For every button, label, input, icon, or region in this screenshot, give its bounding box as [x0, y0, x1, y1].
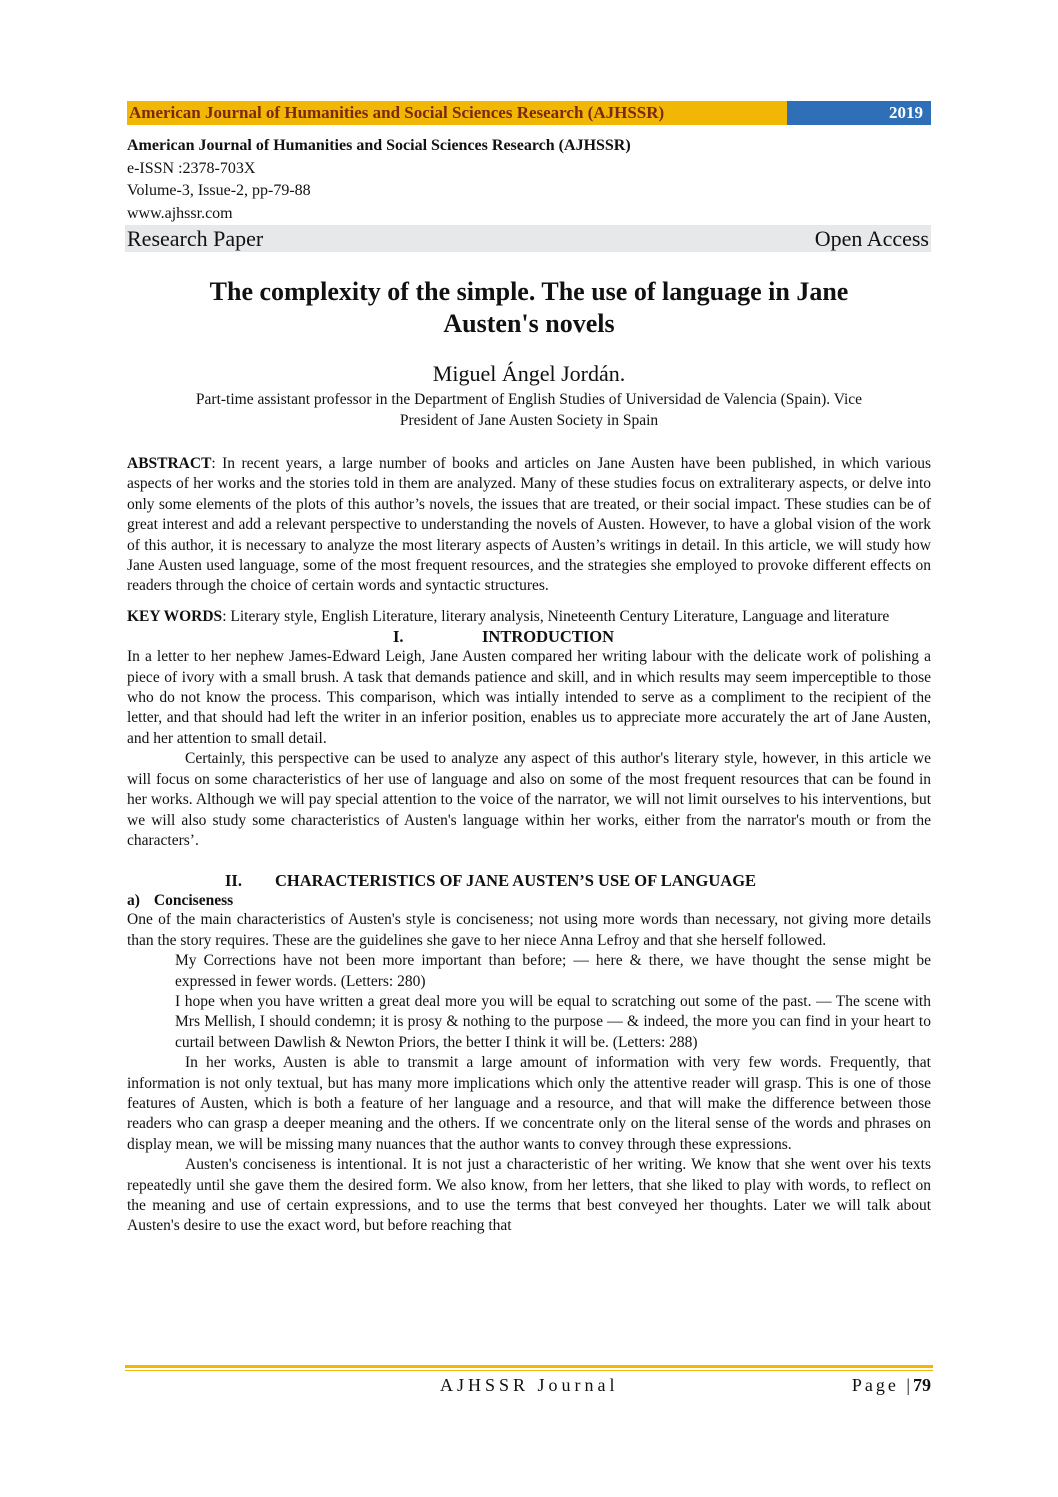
affiliation-line-1: Part-time assistant professor in the Department of English Studies of Universidad de Valencia (Spain). Vice: [195, 391, 863, 408]
journal-banner: [127, 101, 931, 125]
banner-journal-name: American Journal of Humanities and Social Sciences Research (AJHSSR): [127, 101, 787, 125]
journal-name: American Journal of Humanities and Social Sciences Research (AJHSSR): [127, 137, 631, 154]
section-number: II.: [225, 871, 242, 891]
section-title: CHARACTERISTICS OF JANE AUSTEN’S USE OF LANGUAGE: [275, 871, 757, 891]
section-heading-characteristics: [127, 871, 931, 891]
journal-website[interactable]: www.ajhssr.com: [127, 204, 233, 222]
keywords: [127, 607, 931, 627]
paper-type: Research Paper: [127, 226, 264, 251]
footer-rule-thin: [125, 1370, 933, 1371]
section-title: INTRODUCTION: [482, 627, 615, 647]
subsection-heading-conciseness: [127, 891, 931, 910]
title-line-1: The complexity of the simple. The use of language in Jane: [209, 277, 849, 306]
block-quote-2: I hope when you have written a great deal more you will be equal to scratching out some of the past. — The scene with Mrs Mellish, I should condemn; it is prosy & nothing to the purpose — & indeed, the more you can find in your heart to curtail between Dawlish & Newton Priors, the better I think it will be. (Letters: 288): [175, 992, 931, 1051]
intro-paragraph-1: In a letter to her nephew James-Edward Leigh, Jane Austen compared her writing labour with the delicate work of polishing a piece of ivory with a small brush. A task that demands patience and skill, and in which results may seem imperceptible to those who do not know the process. This comparison, which was intially intended to serve as a compliment to the recipient of the letter, and that should had left the writer in an inferior position, enables us to appreciate more accurately the art of Jane Austen, and her attention to small detail.: [127, 648, 931, 747]
banner-year: 2019: [787, 101, 931, 125]
abstract-text: : In recent years, a large number of books and articles on Jane Austen have been published, in which various aspects of her works and the stories told in them are analyzed. Many of these studies focus on extraliterary aspects, or delve into only some elements of the plots of this author’s novels, the issues that are treated, or their social impact. These studies can be of great interest and add a relevant perspective to understanding the novels of Austen. However, to have a global vision of the work of this author, it is necessary to analyze the most literary aspects of Austen’s writings in detail. In this article, we will study how Jane Austen used language, some of the most frequent resources, and the strategies she employed to provoke different effects on readers through the choice of certain words and syntactic structures.: [127, 455, 931, 595]
footer-rule: [125, 1365, 933, 1368]
title-line-2: Austen's novels: [443, 309, 615, 338]
access-type: Open Access: [814, 226, 929, 251]
intro-paragraph-2: Certainly, this perspective can be used to analyze any aspect of this author's literary style, however, in this article we will focus on some characteristics of her use of language and also on some of the most frequent resources that can be found in her works. Although we will pay special attention to the voice of the narrator, we will not limit ourselves to his interventions, but we will also study some characteristics of Austen's language within her works, either from the narrator's mouth or from the characters’.: [127, 750, 931, 849]
author-name: Miguel Ángel Jordán.: [432, 361, 626, 386]
section-heading-introduction: [127, 627, 931, 647]
footer-page: [852, 1374, 931, 1396]
subsection-number: a): [127, 892, 140, 910]
author-affiliation: [127, 389, 931, 431]
block-quote-1: My Corrections have not been more important than before; — here & there, we have thought the sense might be expressed in fewer words. (Letters: 280): [175, 952, 931, 990]
keywords-text: : Literary style, English Literature, literary analysis, Nineteenth Century Literature, Language and literature: [222, 607, 890, 625]
journal-meta: [127, 135, 931, 225]
volume-issue: Volume-3, Issue-2, pp-79-88: [127, 182, 311, 199]
page-number: 79: [913, 1375, 931, 1395]
affiliation-line-2: President of Jane Austen Society in Spain: [399, 412, 659, 429]
conciseness-paragraph-3: Austen's conciseness is intentional. It is not just a characteristic of her writing. We know that she went over his texts repeatedly until she gave them the desired form. We also know, from her letters, that she liked to play with words, to reflect on the meaning and use of certain expressions, and to use the terms that best conveyed her thoughts. Later we will talk about Austen's desire to use the exact word, but before reaching that: [127, 1156, 931, 1235]
page-label: Page |: [851, 1375, 913, 1395]
abstract: [127, 454, 931, 597]
footer-journal: AJHSSR Journal: [440, 1375, 619, 1395]
keywords-label: KEY WORDS: [127, 607, 223, 625]
subsection-title: Conciseness: [153, 892, 234, 910]
abstract-label: ABSTRACT: [127, 455, 212, 472]
conciseness-paragraph-2: In her works, Austen is able to transmit a large amount of information with very few words. Frequently, that information is not only textual, but has many more implications which only the attentive reader will grasp. This is one of those features of Austen, which is both a feature of her language and a resource, and that will make the difference between those readers who can grasp a deeper meaning and the others. If we concentrate only on the literal sense of the words and phrases on display mean, we will be missing many nuances that the author wants to convey through these expressions.: [127, 1054, 931, 1153]
paper-title: [127, 276, 931, 340]
section-number: I.: [393, 627, 404, 647]
issn: e-ISSN :2378-703X: [127, 159, 256, 177]
paper-body: [127, 454, 931, 1237]
conciseness-paragraph-1: One of the main characteristics of Austen's style is conciseness; not using more words than necessary, not giving more details than the story requires. These are the guidelines she gave to her niece Anna Lefroy and that she herself followed.: [127, 911, 931, 949]
paper-type-bar: [125, 225, 931, 252]
